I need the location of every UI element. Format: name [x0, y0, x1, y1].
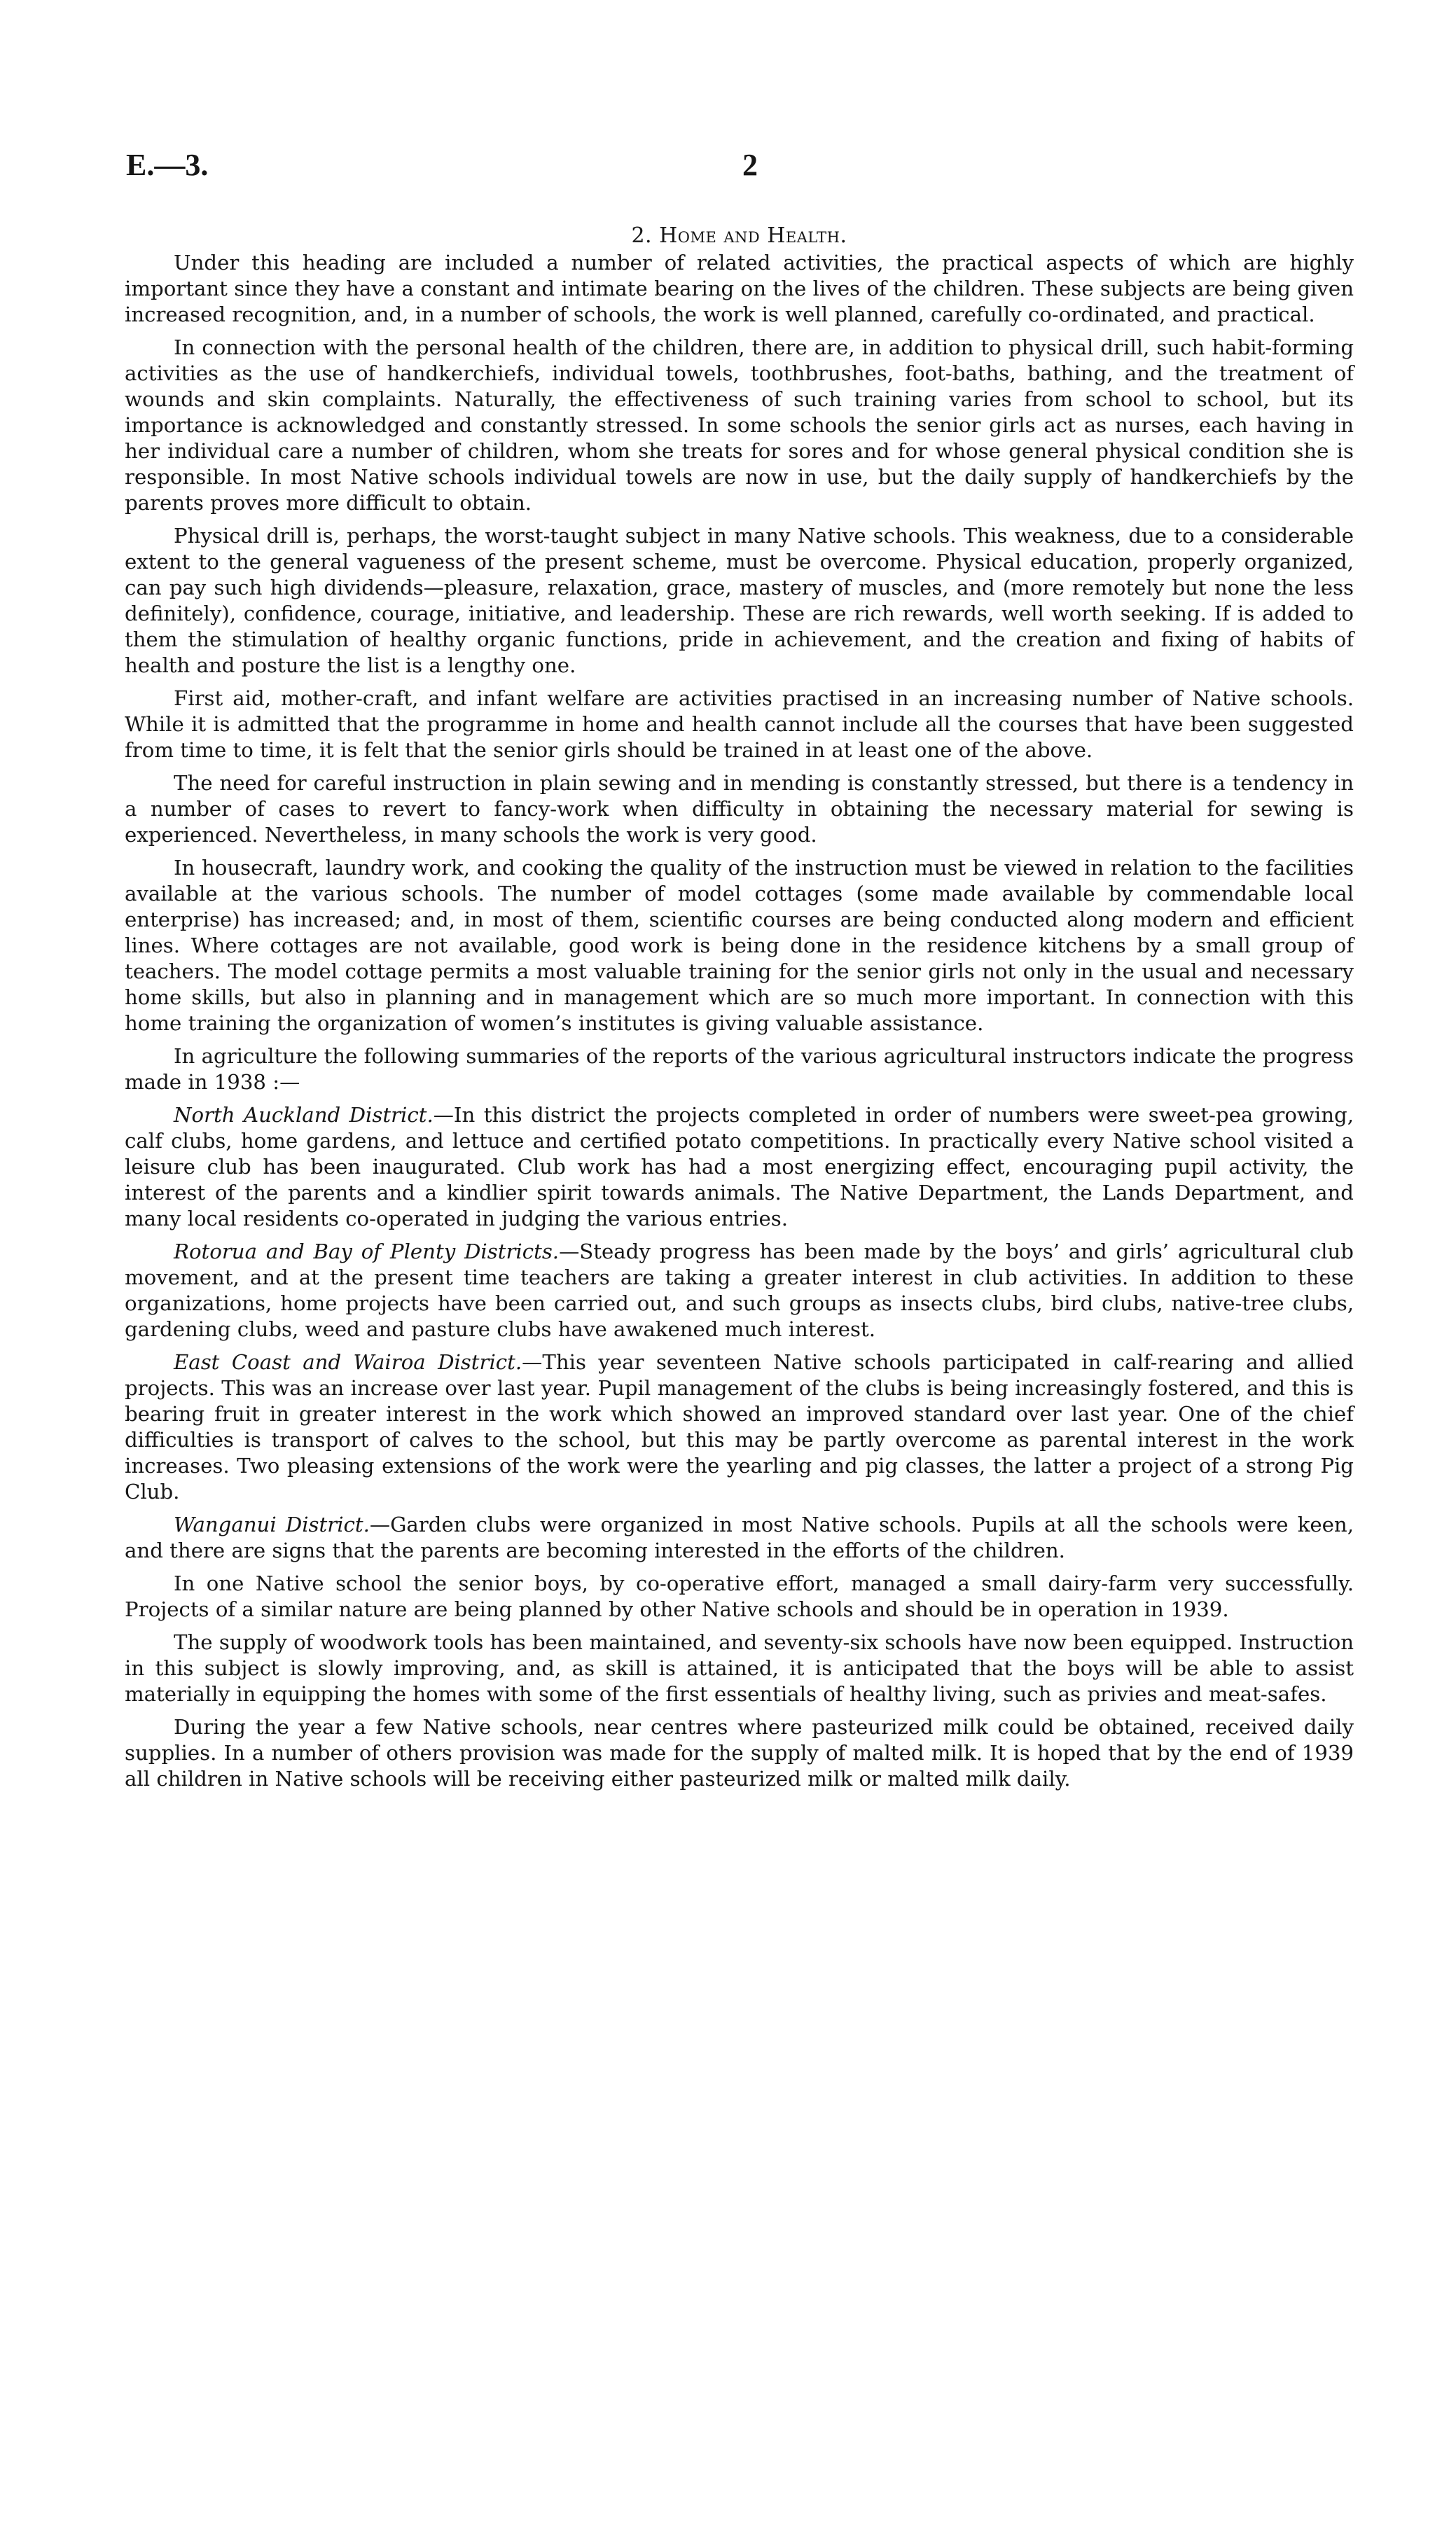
- paragraph-north-auckland: [125, 1102, 1354, 1232]
- paragraph-text: First aid, mother-craft, and infant welfare are activities practised in an increasing number of Native schools. While it is admitted that the programme in home and health cannot include all the courses that have been suggested from time to time, it is felt that the senior girls should be trained in at least one of the above.: [125, 686, 1354, 762]
- paragraph-east-coast: [125, 1349, 1354, 1505]
- paragraph-lead: East Coast and Wairoa District.: [174, 1350, 522, 1374]
- paragraph: [125, 335, 1354, 516]
- section-heading: 2. Home and Health.: [631, 223, 847, 248]
- paragraph-text: Physical drill is, perhaps, the worst-taught subject in many Native schools. This weakness, due to a considerable extent to the general vagueness of the present scheme, must be overcome. Physical education, properly organized, can pay such high dividends—pleasure, relaxation, grace, mastery of muscles, and (more remotely but none the less definitely), confidence, courage, initiative, and leadership. These are rich rewards, well worth seeking. If is added to them the stimulation of healthy organic functions, pride in achievement, and the creation and fixing of habits of health and posture the list is a lengthy one.: [125, 524, 1354, 677]
- paragraph-rotorua: [125, 1239, 1354, 1342]
- paragraph-text: In agriculture the following summaries of the reports of the various agricultural instructors indicate the progress made in 1938 :—: [125, 1044, 1354, 1094]
- document-reference: E.—3.: [126, 148, 209, 182]
- paragraph-text: —Steady progress has been made by the boys’ and girls’ agricultural club movement, and at the present time teachers are taking a greater interest in club activities. In addition to these organizations, home projects have been carried out, and such groups as insects clubs, bird clubs, native-tree clubs, gardening clubs, weed and pasture clubs have awakened much interest.: [125, 1240, 1354, 1341]
- paragraph: [125, 523, 1354, 679]
- paragraph-wanganui: [125, 1512, 1354, 1564]
- paragraph: [125, 250, 1354, 328]
- page-number: 2: [742, 148, 758, 182]
- paragraph-text: In one Native school the senior boys, by co-operative effort, managed a small dairy-farm very successfully. Projects of a similar nature are being planned by other Native schools and should be in operation in 1939.: [125, 1571, 1354, 1621]
- paragraph-text: The supply of woodwork tools has been maintained, and seventy-six schools have now been equipped. Instruction in this subject is slowly improving, and, as skill is attained, it is anticipated that the boys will be able to assist materially in equipping the homes with some of the first essentials of healthy living, such as privies and meat-safes.: [125, 1630, 1354, 1706]
- paragraph-text: The need for careful instruction in plain sewing and in mending is constantly stressed, but there is a tendency in a number of cases to revert to fancy-work when difficulty in obtaining the necessary material for sewing is experienced. Nevertheless, in many schools the work is very good.: [125, 771, 1354, 847]
- paragraph: [125, 686, 1354, 763]
- paragraph: [125, 855, 1354, 1036]
- paragraph-text: —Garden clubs were organized in most Native schools. Pupils at all the schools were keen, and there are signs that the parents are becoming interested in the efforts of the children.: [125, 1513, 1354, 1562]
- paragraph: [125, 1043, 1354, 1095]
- paragraph-lead: Wanganui District.: [174, 1513, 370, 1536]
- paragraph-text: During the year a few Native schools, near centres where pasteurized milk could be obtained, received daily supplies. In a number of others provision was made for the supply of malted milk. It is hoped that by the end of 1939 all children in Native schools will be receiving either pasteurized milk or malted milk daily.: [125, 1715, 1354, 1791]
- paragraph-lead: Rotorua and Bay of Plenty Districts.: [174, 1240, 560, 1263]
- paragraph: [125, 1630, 1354, 1707]
- paragraph-lead: North Auckland District.: [174, 1103, 434, 1127]
- section-body: [125, 223, 1354, 1799]
- running-header: [126, 147, 1352, 189]
- paragraph: [125, 1571, 1354, 1623]
- paragraph-text: —This year seventeen Native schools participated in calf-rearing and allied projects. This was an increase over last year. Pupil management of the clubs is being increasingly fostered, and this is bearing fruit in greater interest in the work which showed an improved standard over last year. One of the chief difficulties is transport of calves to the school, but this may be partly overcome as parental interest in the work increases. Two pleasing extensions of the work were the yearling and pig classes, the latter a project of a strong Pig Club.: [125, 1350, 1354, 1504]
- paragraph: [125, 770, 1354, 848]
- paragraph-text: Under this heading are included a number of related activities, the practical aspects of which are highly important since they have a constant and intimate bearing on the lives of the children. These subjects are being given increased recognition, and, in a number of schools, the work is well planned, carefully co-ordinated, and practical.: [125, 251, 1354, 326]
- paragraph-text: —In this district the projects completed in order of numbers were sweet-pea growing, calf clubs, home gardens, and lettuce and certified potato competitions. In practically every Native school visited a leisure club has been inaugurated. Club work has had a most energizing effect, encouraging pupil activity, the interest of the parents and a kindlier spirit towards animals. The Native Department, the Lands Department, and many local residents co-operated in judging the various entries.: [125, 1103, 1354, 1230]
- paragraph-text: In housecraft, laundry work, and cooking the quality of the instruction must be viewed in relation to the facilities available at the various schools. The number of model cottages (some made available by commendable local enterprise) has increased; and, in most of them, scientific courses are being conducted along modern and efficient lines. Where cottages are not available, good work is being done in the residence kitchens by a small group of teachers. The model cottage permits a most valuable training for the senior girls not only in the usual and necessary home skills, but also in planning and in management which are so much more important. In connection with this home training the organization of women’s institutes is giving valuable assistance.: [125, 856, 1354, 1035]
- paragraph-text: In connection with the personal health of the children, there are, in addition to physical drill, such habit-forming activities as the use of handkerchiefs, individual towels, toothbrushes, foot-baths, bathing, and the treatment of wounds and skin complaints. Naturally, the effectiveness of such training varies from school to school, but its importance is acknowledged and constantly stressed. In some schools the senior girls act as nurses, each having in her individual care a number of children, whom she treats for sores and for whose general physical condition she is responsible. In most Native schools individual towels are now in use, but the daily supply of handkerchiefs by the parents proves more difficult to obtain.: [125, 335, 1354, 515]
- paragraph: [125, 1714, 1354, 1792]
